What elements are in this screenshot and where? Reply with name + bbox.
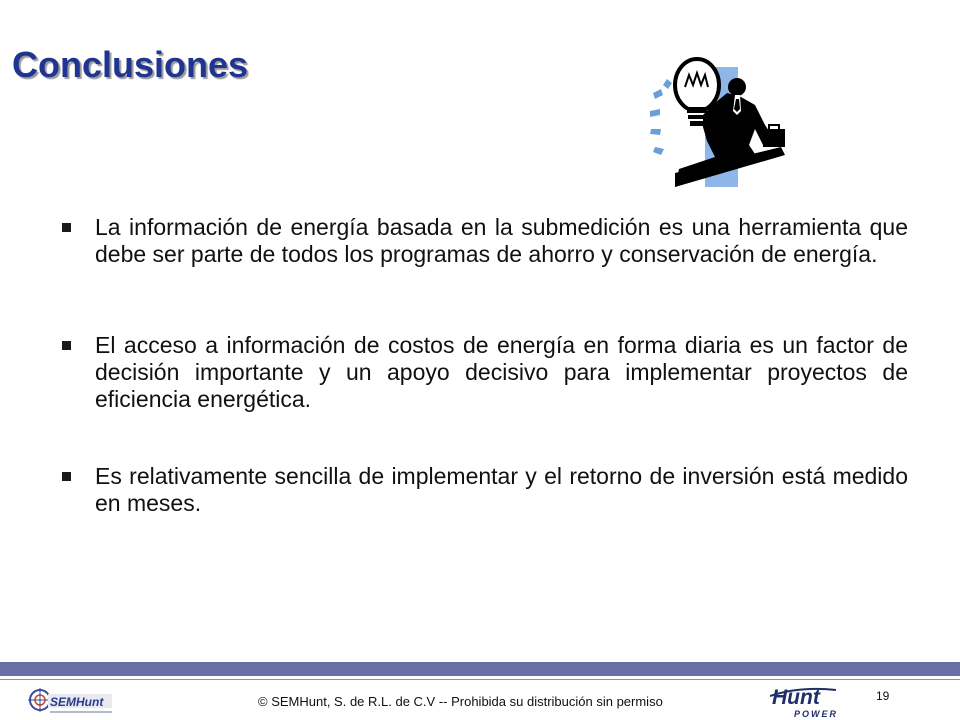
bullet-item <box>60 214 908 268</box>
hunt-power-logo <box>770 684 852 720</box>
slide-title: Conclusiones <box>12 44 249 85</box>
footer-divider <box>0 679 960 680</box>
semhunt-logo <box>26 683 118 719</box>
bullet-text: El acceso a información de costos de energía en forma diaria es un factor de decisión importante y un apoyo decisivo para implementar proyectos de eficiencia energética. <box>95 332 908 412</box>
svg-text:POWER: POWER <box>794 709 839 719</box>
page-number: 19 <box>876 689 890 703</box>
footer-bar <box>0 662 960 676</box>
square-bullet-icon <box>62 472 71 481</box>
svg-text:SEMHunt: SEMHunt <box>50 695 104 709</box>
bullet-list <box>60 214 908 517</box>
bullet-text: La información de energía basada en la submedición es una herramienta que debe ser parte de todos los programas de ahorro y conservación de energía. <box>95 214 908 267</box>
bullet-item <box>60 332 908 413</box>
bullet-item <box>60 463 908 517</box>
lightbulb-idea-man-icon <box>645 45 795 195</box>
square-bullet-icon <box>62 341 71 350</box>
svg-text:Hunt: Hunt <box>772 686 820 709</box>
footer-copyright: © SEMHunt, S. de R.L. de C.V -- Prohibida su distribución sin permiso <box>258 694 663 709</box>
square-bullet-icon <box>62 223 71 232</box>
bullet-text: Es relativamente sencilla de implementar y el retorno de inversión está medido en meses. <box>95 463 908 516</box>
